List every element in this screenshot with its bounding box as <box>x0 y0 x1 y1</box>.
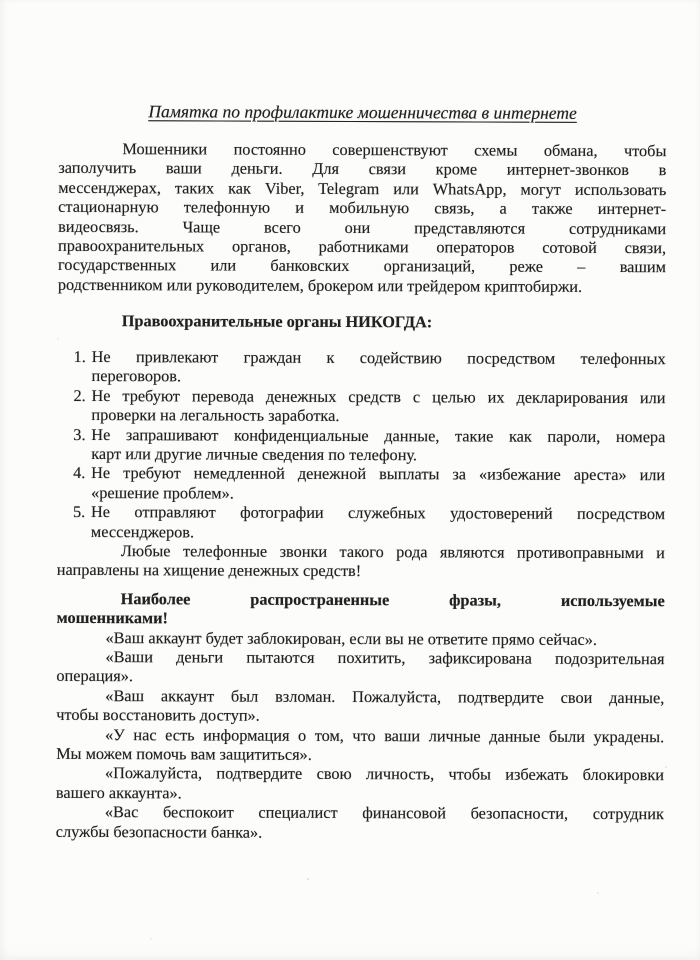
text-line: «Ваш аккаунт будет заблокирован, если вы не ответите прямо сейчас». <box>105 627 598 649</box>
never-list <box>57 347 666 543</box>
text-line: родственником или руководителем, брокером или трейдером криптобиржи. <box>57 274 583 296</box>
list-item-number: 1. <box>73 346 86 366</box>
phrases-heading-line2: мошенниками! <box>56 608 168 628</box>
phrases-quotes <box>56 628 665 844</box>
text-line: чтобы восстановить доступ». <box>56 705 260 725</box>
text-line: Не требуют немедленной денежной выплаты за «избежание ареста» или <box>91 463 666 485</box>
text-line: карт или другие личные сведения по телефону. <box>91 443 418 465</box>
list-item-number: 2. <box>73 385 86 405</box>
text-line: «У нас есть информация о том, что ваши личные данные были украдены. <box>105 724 665 746</box>
scam-phrase-quote <box>57 628 665 650</box>
text-line: «Вас беспокоит специалист финансовой безопасности, сотрудник <box>104 802 664 824</box>
never-closing-paragraph <box>57 541 665 582</box>
scam-phrase-quote <box>56 647 664 688</box>
scan-noise-specks <box>307 878 309 880</box>
text-line: Мошенники постоянно совершенствуют схемы обмана, чтобы <box>122 139 667 161</box>
text-line: вашего аккаунта». <box>55 782 182 803</box>
never-list-item <box>57 502 665 543</box>
text-line: Не требуют перевода денежных средств с целью их декларирования или <box>91 385 666 407</box>
text-line: мессенджерах, таких как Viber, Telegram или WhatsApp, могут использовать <box>58 177 667 200</box>
text-line: «Ваши деньги пытаются похитить, зафиксирована подозрительная <box>105 647 665 669</box>
phrases-heading-line1: Наиболее распространенные фразы, используемые <box>120 588 665 611</box>
list-item-number: 3. <box>73 424 86 444</box>
document-title: Памятка по профилактике мошенничества в интернете <box>148 101 577 123</box>
text-line: Не запрашивают конфиденциальные данные, такие как пароли, номера <box>91 424 666 446</box>
never-list-item <box>57 386 665 427</box>
scam-phrase-quote <box>56 686 664 727</box>
text-line: Не привлекают граждан к содействию посредством телефонных <box>91 346 666 369</box>
text-line: «Ваш аккаунт был взломан. Пожалуйста, подтвердите свои данные, <box>105 685 665 708</box>
never-section-heading: Правоохранительные органы НИКОГДА: <box>121 311 433 332</box>
text-line: Мы можем помочь вам защититься». <box>56 743 312 764</box>
phrases-section-heading <box>57 589 665 630</box>
never-list-item <box>57 424 665 465</box>
never-list-item <box>58 347 666 388</box>
text-line: правоохранительных органов, работниками операторов сотовой связи, <box>58 235 667 258</box>
list-item-number: 4. <box>73 463 86 483</box>
intro-paragraph <box>58 139 667 297</box>
text-line: операция». <box>56 666 134 686</box>
scam-phrase-quote <box>56 802 664 843</box>
text-line: «Пожалуйста, подтвердите свою личность, чтобы избежать блокировки <box>104 763 665 785</box>
text-line: государственных или банковских организаций, реже – вашим <box>57 255 667 277</box>
text-line: переговоров. <box>91 366 182 386</box>
text-line: мессенджеров. <box>90 521 195 542</box>
text-line: направлены на хищение денежных средств! <box>56 560 362 581</box>
scam-phrase-quote <box>56 725 664 766</box>
text-line: видеосвязь. Чаще всего они представляются сотрудниками <box>58 216 667 238</box>
text-line: службы безопасности банка». <box>55 821 263 842</box>
list-item-number: 5. <box>72 502 86 522</box>
scam-phrase-quote <box>56 763 664 804</box>
text-line: «решение проблем». <box>91 482 234 503</box>
text-line: заполучить ваши деньги. Для связи кроме интернет-звонков в <box>58 158 667 180</box>
text-line: Не отправляют фотографии служебных удостоверений посредством <box>90 502 666 524</box>
text-line: проверки на легальность заработка. <box>91 405 340 426</box>
never-list-item <box>57 463 665 504</box>
text-line: Любые телефонные звонки такого рода являются противоправными и <box>120 541 665 563</box>
text-line: стационарную телефонную и мобильную связь, а также интернет- <box>58 197 667 219</box>
